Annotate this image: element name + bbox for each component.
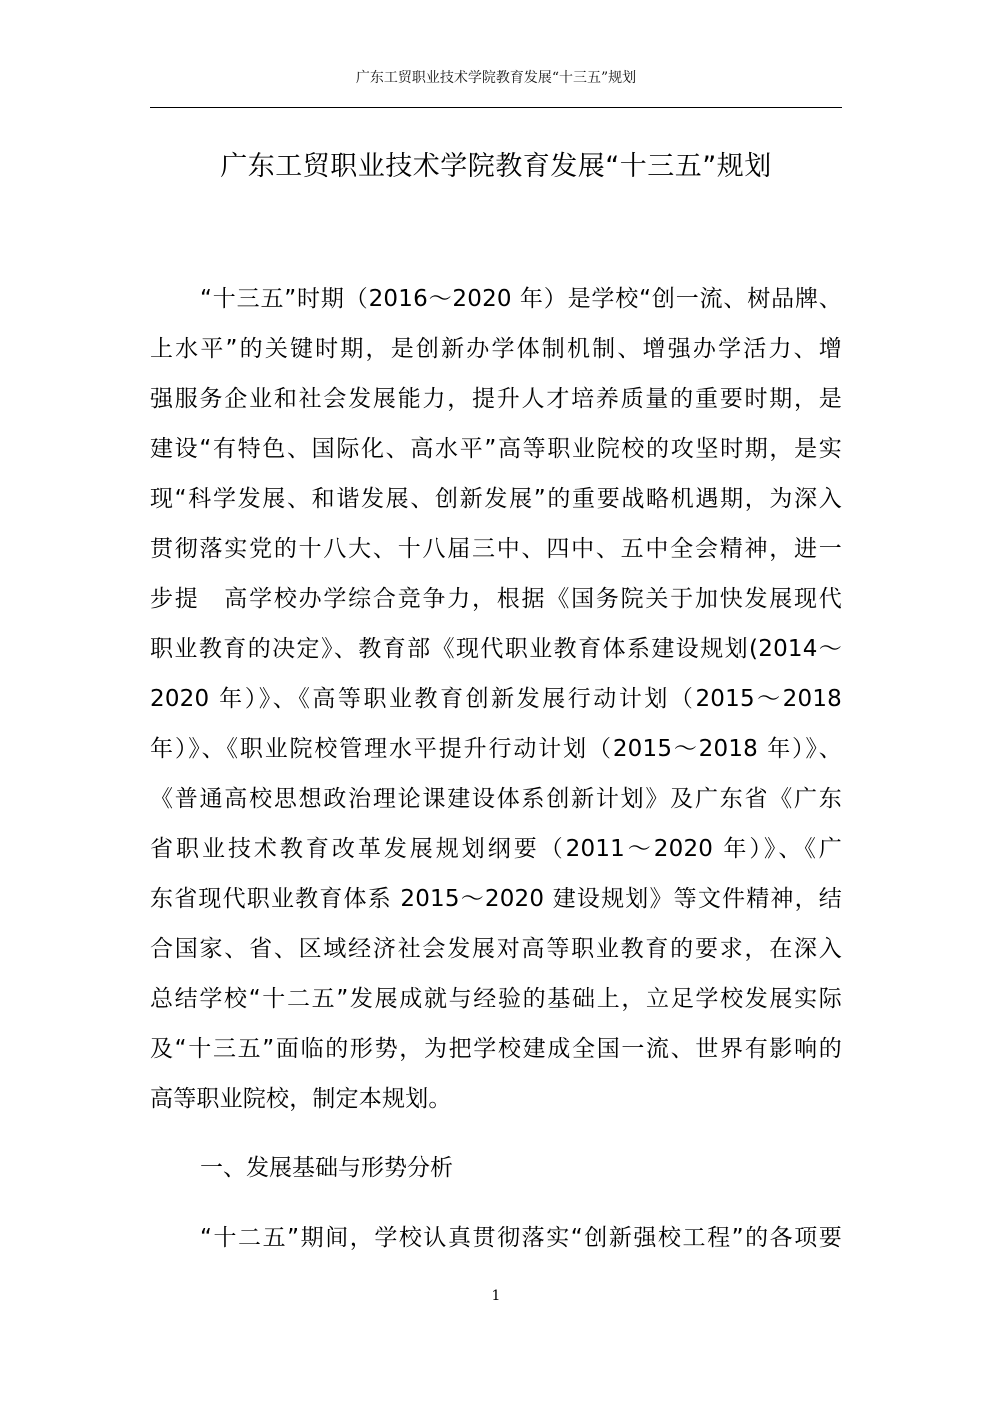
paragraph-line: 2020 年）》、《高等职业教育创新发展行动计划（2015～2018 — [150, 686, 842, 712]
paragraph-line: 现“科学发展、和谐发展、创新发展”的重要战略机遇期，为深入 — [150, 486, 842, 512]
paragraph-line: 及“十三五”面临的形势，为把学校建成全国一流、世界有影响的 — [150, 1036, 842, 1062]
paragraph-line: 步提 高学校办学综合竞争力，根据《国务院关于加快发展现代 — [150, 586, 842, 612]
paragraph-line: 省职业技术教育改革发展规划纲要（2011～2020 年）》、《广 — [150, 836, 842, 862]
paragraph-line: 年）》、《职业院校管理水平提升行动计划（2015～2018 年）》、 — [150, 736, 842, 762]
paragraph-line: 总结学校“十二五”发展成就与经验的基础上，立足学校发展实际 — [150, 986, 842, 1012]
intro-paragraph — [150, 274, 842, 1124]
document-title: 广东工贸职业技术学院教育发展“十三五”规划 — [220, 151, 772, 182]
paragraph-line: 建设“有特色、国际化、高水平”高等职业院校的攻坚时期，是实 — [150, 436, 842, 462]
paragraph-line: “十二五”期间，学校认真贯彻落实“创新强校工程”的各项要 — [200, 1225, 842, 1251]
page-number: 1 — [491, 1288, 501, 1304]
paragraph-line: 职业教育的决定》、教育部《现代职业教育体系建设规划(2014～ — [150, 636, 842, 662]
section-heading: 一、发展基础与形势分析 — [200, 1155, 453, 1181]
paragraph-line: 强服务企业和社会发展能力，提升人才培养质量的重要时期，是 — [150, 386, 842, 412]
paragraph-line: “十三五”时期（2016～2020 年）是学校“创一流、树品牌、 — [200, 286, 842, 312]
header-rule — [150, 107, 842, 108]
paragraph-line: 合国家、省、区域经济社会发展对高等职业教育的要求，在深入 — [150, 936, 842, 962]
running-header: 广东工贸职业技术学院教育发展“十三五”规划 — [355, 70, 637, 86]
paragraph-line: 高等职业院校，制定本规划。 — [150, 1086, 452, 1112]
paragraph-line: 东省现代职业教育体系 2015～2020 建设规划》等文件精神，结 — [150, 886, 842, 912]
paragraph-line: 上水平”的关键时期，是创新办学体制机制、增强办学活力、增 — [150, 336, 842, 362]
paragraph-line: 贯彻落实党的十八大、十八届三中、四中、五中全会精神，进一 — [150, 536, 842, 562]
section-paragraph — [150, 1213, 842, 1263]
paragraph-line: 《普通高校思想政治理论课建设体系创新计划》及广东省《广东 — [150, 786, 842, 812]
